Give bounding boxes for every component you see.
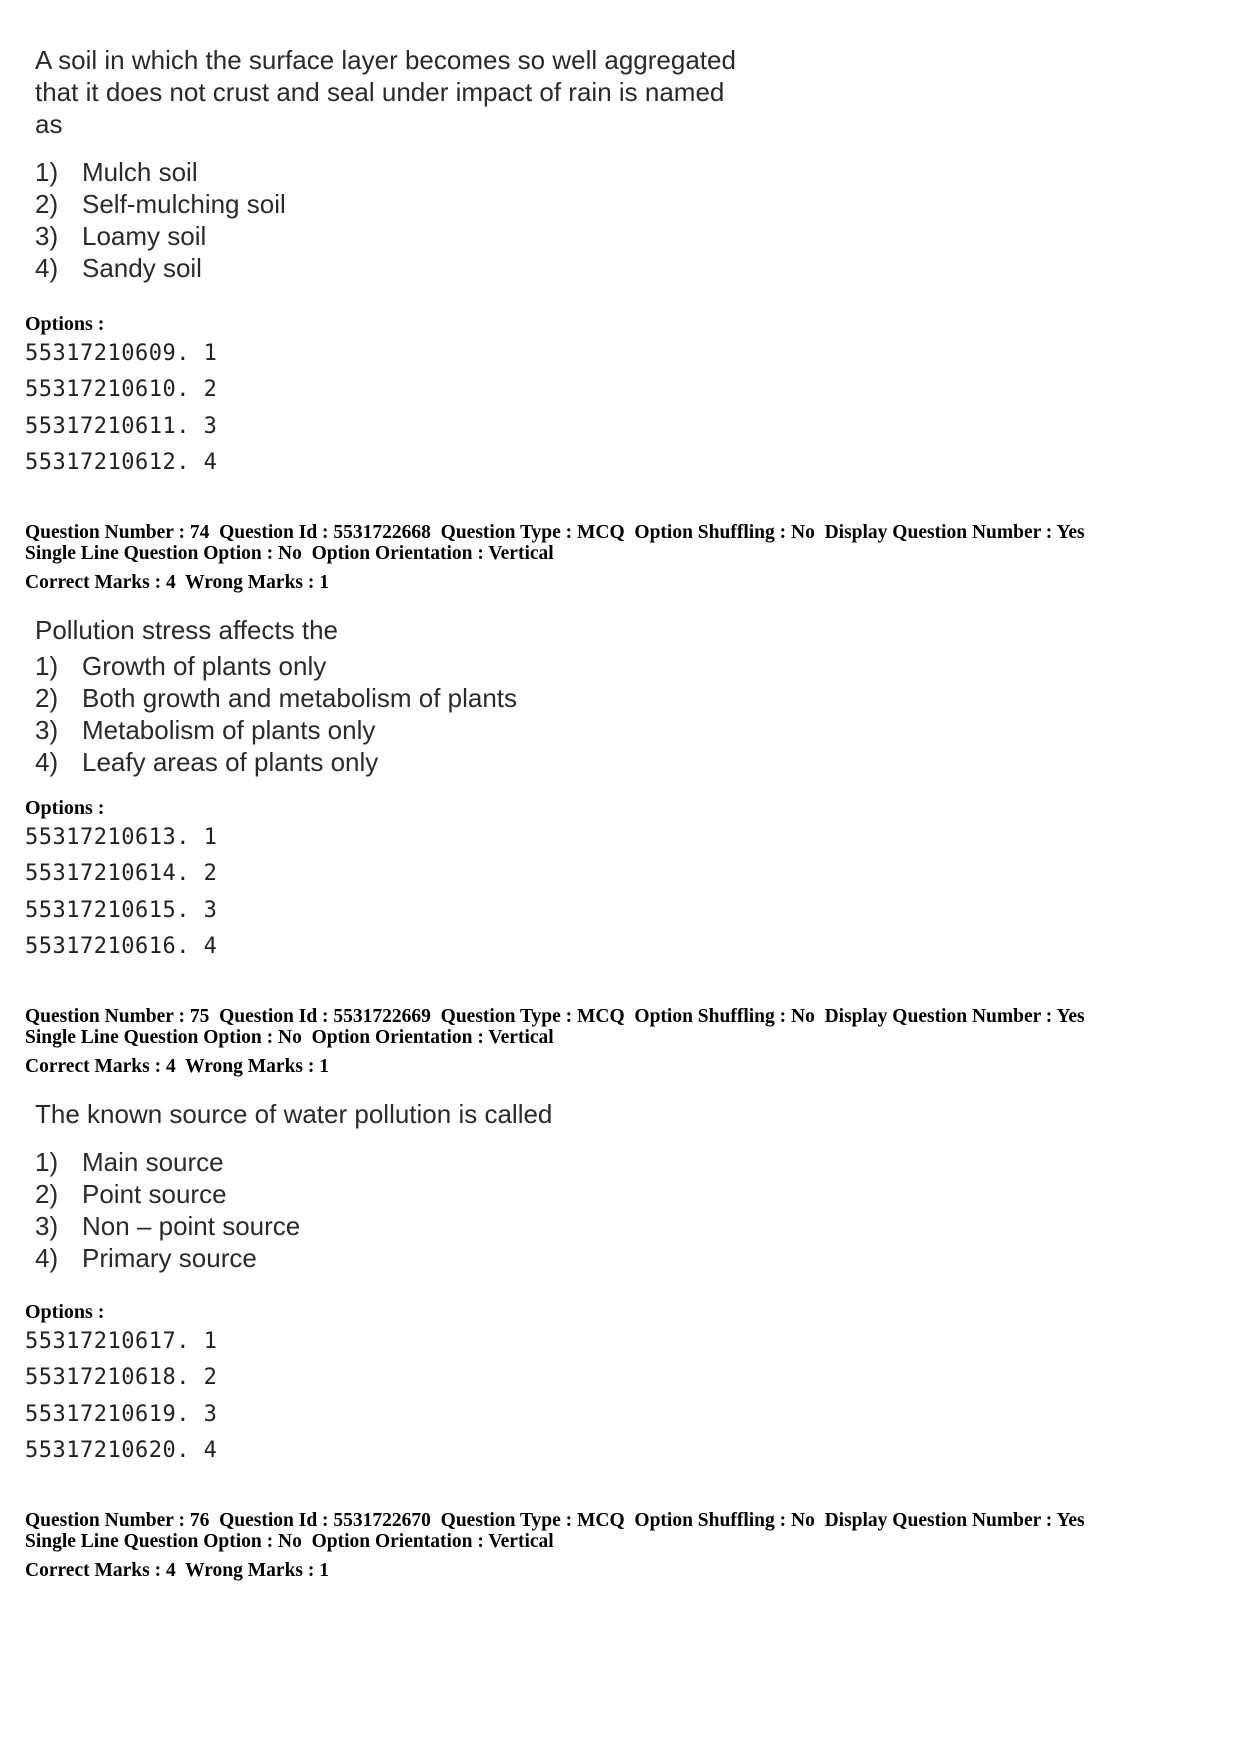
choice-label: Metabolism of plants only — [82, 715, 376, 745]
choice-label: Primary source — [82, 1243, 257, 1273]
choice-item — [35, 1178, 227, 1210]
option-id: 55317210620. 4 — [25, 1438, 218, 1463]
question-marks: Correct Marks : 4 Wrong Marks : 1 — [25, 1560, 330, 1581]
option-id: 55317210610. 2 — [25, 377, 218, 402]
choice-number: 4) — [35, 253, 59, 283]
question-meta-line: Single Line Question Option : No Option Orientation : Vertical — [25, 1027, 554, 1048]
question-meta-line: Question Number : 76 Question Id : 5531722670 Question Type : MCQ Option Shuffling : No Display Question Number : Yes — [25, 1510, 1085, 1531]
choice-item — [35, 746, 378, 778]
question-meta-line: Question Number : 75 Question Id : 5531722669 Question Type : MCQ Option Shuffling : No Display Question Number : Yes — [25, 1006, 1085, 1027]
option-id: 55317210615. 3 — [25, 898, 218, 923]
choice-number: 1) — [35, 157, 59, 187]
question-marks: Correct Marks : 4 Wrong Marks : 1 — [25, 1056, 330, 1077]
choice-item — [35, 220, 206, 252]
options-label: Options : — [25, 313, 105, 335]
choice-item — [35, 1242, 257, 1274]
choice-item — [35, 188, 286, 220]
choice-number: 2) — [35, 189, 59, 219]
option-id: 55317210609. 1 — [25, 341, 218, 366]
choice-number: 1) — [35, 651, 59, 681]
choice-label: Loamy soil — [82, 221, 207, 251]
choice-label: Non – point source — [82, 1211, 301, 1241]
choice-number: 3) — [35, 715, 59, 745]
option-id: 55317210619. 3 — [25, 1402, 218, 1427]
choice-item — [35, 1146, 224, 1178]
choice-item — [35, 252, 202, 284]
option-id: 55317210614. 2 — [25, 861, 218, 886]
choice-label: Point source — [82, 1179, 227, 1209]
choice-label: Self-mulching soil — [82, 189, 286, 219]
options-label: Options : — [25, 797, 105, 819]
choice-number: 3) — [35, 221, 59, 251]
options-label: Options : — [25, 1301, 105, 1323]
question-meta-line: Question Number : 74 Question Id : 5531722668 Question Type : MCQ Option Shuffling : No Display Question Number : Yes — [25, 522, 1085, 543]
question-meta-line: Single Line Question Option : No Option Orientation : Vertical — [25, 543, 554, 564]
choice-number: 2) — [35, 1179, 59, 1209]
question-text: The known source of water pollution is called — [35, 1099, 553, 1129]
option-id: 55317210618. 2 — [25, 1365, 218, 1390]
question-text-line: that it does not crust and seal under impact of rain is named — [35, 77, 725, 107]
option-id: 55317210616. 4 — [25, 934, 218, 959]
choice-label: Sandy soil — [82, 253, 202, 283]
choice-item — [35, 714, 375, 746]
choice-label: Both growth and metabolism of plants — [82, 683, 518, 713]
question-text: Pollution stress affects the — [35, 615, 339, 645]
option-id: 55317210613. 1 — [25, 825, 218, 850]
choice-number: 3) — [35, 1211, 59, 1241]
choice-item — [35, 156, 198, 188]
option-id: 55317210617. 1 — [25, 1329, 218, 1354]
choice-item — [35, 650, 326, 682]
option-id: 55317210612. 4 — [25, 450, 218, 475]
choice-item — [35, 682, 517, 714]
choice-label: Growth of plants only — [82, 651, 327, 681]
option-id: 55317210611. 3 — [25, 414, 218, 439]
question-marks: Correct Marks : 4 Wrong Marks : 1 — [25, 572, 330, 593]
choice-number: 4) — [35, 1243, 59, 1273]
choice-number: 1) — [35, 1147, 59, 1177]
choice-number: 4) — [35, 747, 59, 777]
choice-label: Leafy areas of plants only — [82, 747, 379, 777]
question-meta-line: Single Line Question Option : No Option Orientation : Vertical — [25, 1531, 554, 1552]
question-text-line: A soil in which the surface layer becomes so well aggregated — [35, 45, 736, 75]
choice-number: 2) — [35, 683, 59, 713]
choice-label: Mulch soil — [82, 157, 198, 187]
choice-label: Main source — [82, 1147, 224, 1177]
choice-item — [35, 1210, 300, 1242]
question-text-line: as — [35, 109, 63, 139]
